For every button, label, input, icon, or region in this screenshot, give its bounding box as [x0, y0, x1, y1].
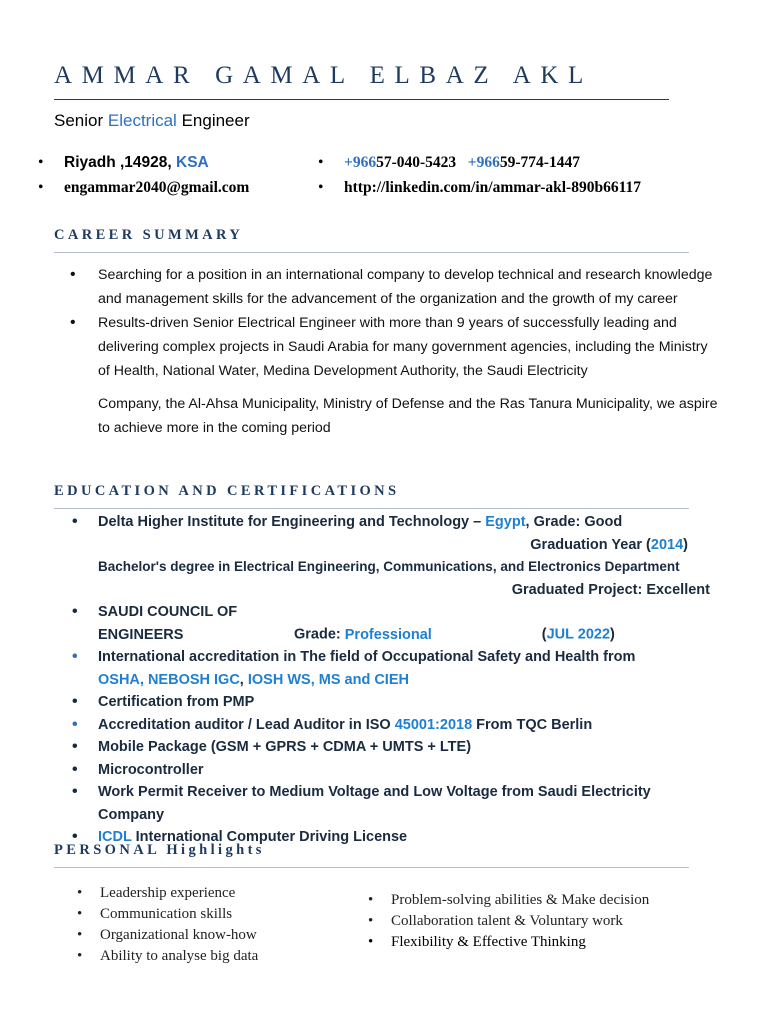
edu-item-pmp: • Certification from PMP — [70, 691, 710, 714]
education-divider — [54, 508, 689, 509]
bullet-icon: • — [38, 179, 44, 196]
career-summary-divider — [54, 252, 689, 253]
edu-item-icdl: • ICDL International Computer Driving License — [70, 826, 710, 849]
sce-grade: Professional — [344, 626, 432, 643]
bullet-icon: • — [38, 154, 44, 171]
sce-name: SAUDI COUNCIL OF ENGINEERS — [98, 604, 238, 643]
personal-heading: PERSONAL Highlights — [54, 842, 265, 858]
personal-item: • Communication skills — [77, 904, 258, 925]
summary-item: • Searching for a position in an international company to develop technical and research knowledge and management skills for the advancement of the organization and the growth of my career — [70, 263, 720, 311]
contact-phones — [318, 154, 580, 172]
delta-grade: , Grade: Good — [525, 514, 623, 530]
iso-standard: 45001:2018 — [394, 716, 473, 733]
osha-orgs2: IOSH WS, MS and CIEH — [247, 671, 409, 688]
job-title — [54, 111, 250, 131]
contact-linkedin — [318, 179, 641, 197]
personal-divider — [54, 867, 689, 868]
contact-location — [38, 154, 209, 172]
edu-item-osha: • International accreditation in The field of Occupational Safety and Health from OSHA, NEBOSH IGC, IOSH WS, MS and CIEH — [70, 646, 710, 691]
edu-item-sce: • SAUDI COUNCIL OF ENGINEERS Grade: Professional (JUL 2022) — [70, 601, 710, 646]
personal-left-list — [77, 883, 258, 967]
contact-email — [38, 179, 249, 197]
phone1-code: +966 — [344, 154, 377, 171]
job-title-highlight: Electrical — [107, 111, 177, 130]
phone1-number[interactable]: 57-040-5423 — [376, 154, 457, 171]
bullet-icon: • — [318, 154, 324, 171]
career-summary-heading: CAREER SUMMARY — [54, 227, 244, 243]
job-title-prefix: Senior — [54, 111, 108, 130]
email-text[interactable]: engammar2040@gmail.com — [64, 179, 250, 196]
location-text: Riyadh ,14928, — [64, 154, 177, 171]
phone2-number[interactable]: 59-774-1447 — [499, 154, 580, 171]
icdl-abbr: ICDL — [98, 829, 132, 845]
bullet-icon: • — [318, 179, 324, 196]
edu-item-permit: • Work Permit Receiver to Medium Voltage and Low Voltage from Saudi Electricity Company — [70, 781, 710, 826]
education-heading: EDUCATION AND CERTIFICATIONS — [54, 483, 400, 499]
personal-item: • Ability to analyse big data — [77, 946, 258, 967]
personal-item: • Leadership experience — [77, 883, 258, 904]
delta-grad-year: Graduation Year (2014) — [530, 536, 688, 553]
career-summary-body — [70, 263, 720, 440]
education-list — [70, 511, 710, 849]
delta-degree: Bachelor's degree in Electrical Engineering, Communications, and Electronics Department — [98, 559, 680, 574]
delta-project: Graduated Project: Excellent — [511, 581, 710, 598]
personal-item: • Problem-solving abilities & Make decision — [368, 890, 649, 911]
osha-orgs1: OSHA, NEBOSH IGC — [98, 671, 240, 688]
edu-item-iso: • Accreditation auditor / Lead Auditor in ISO 45001:2018 From TQC Berlin — [70, 714, 710, 737]
edu-item-delta — [70, 511, 710, 601]
delta-country: Egypt — [485, 514, 526, 530]
job-title-suffix: Engineer — [176, 111, 250, 130]
personal-item: • Flexibility & Effective Thinking — [368, 932, 649, 953]
personal-right-list — [368, 890, 649, 953]
summary-item: • Results-driven Senior Electrical Engineer with more than 9 years of successfully leading and delivering complex projects in Saudi Arabia for many government agencies, including the Ministry of Health, National Water, Medina Development Authority, the Saudi Electricity — [70, 311, 720, 383]
phone2-code: +966 — [467, 154, 500, 171]
summary-continuation: Company, the Al-Ahsa Municipality, Ministry of Defense and the Ras Tanura Municipality, we aspire to achieve more in the coming period — [98, 396, 718, 436]
personal-item: • Organizational know-how — [77, 925, 258, 946]
linkedin-link[interactable]: http://linkedin.com/in/ammar-akl-890b66117 — [344, 179, 641, 196]
name-divider — [54, 99, 669, 100]
sce-grade-label: Grade: — [294, 626, 345, 643]
sce-date: JUL 2022 — [546, 626, 611, 643]
location-country: KSA — [176, 154, 209, 171]
edu-item-mobile: • Mobile Package (GSM + GPRS + CDMA + UMTS + LTE) — [70, 736, 710, 759]
resume-name: AMMAR GAMAL ELBAZ AKL — [54, 62, 593, 89]
edu-item-micro: • Microcontroller — [70, 759, 710, 782]
personal-item: • Collaboration talent & Voluntary work — [368, 911, 649, 932]
delta-name: Delta Higher Institute for Engineering and Technology – — [98, 514, 486, 530]
